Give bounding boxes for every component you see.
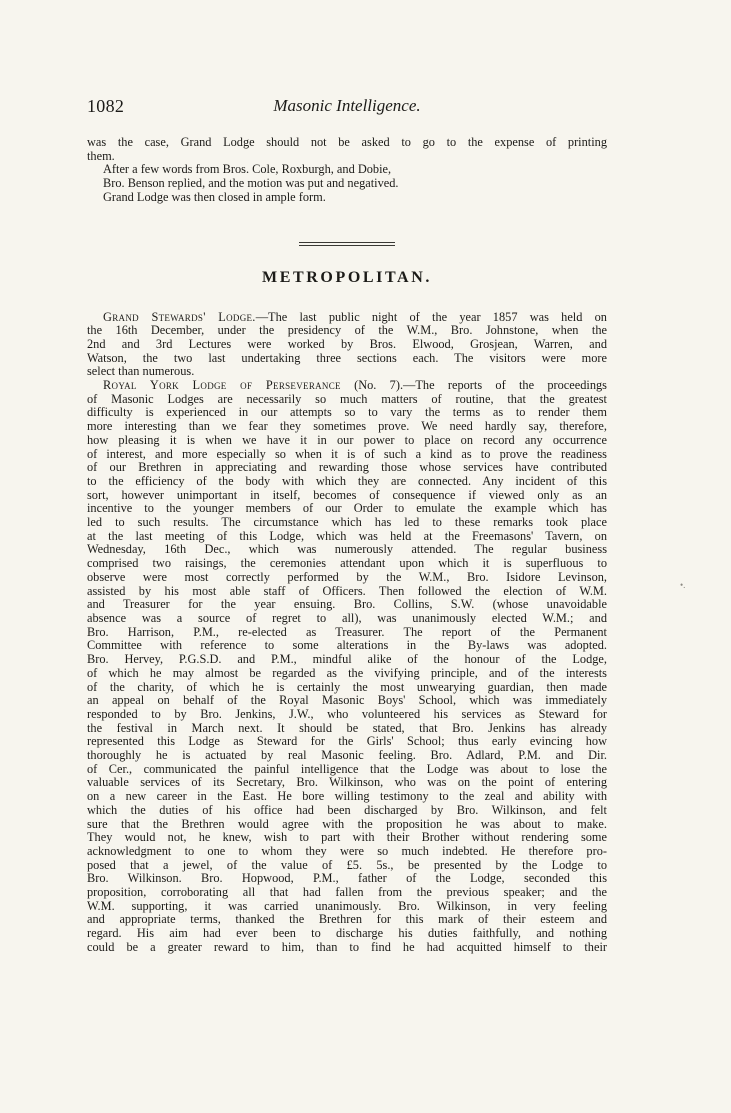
text-line: valuable services of its Secretary, Bro. Wilkinson, who was on the point of entering — [87, 775, 607, 790]
running-head — [87, 96, 607, 122]
text-line: and appropriate terms, thanked the Brethren for this mark of their esteem and — [87, 912, 607, 927]
text-line: represented this Lodge as Steward for the Girls' School; thus early evincing how — [87, 734, 607, 749]
page — [87, 96, 607, 955]
text-line: Bro. Hervey, P.G.S.D. and P.M., mindful alike of the honour of the Lodge, — [87, 652, 607, 667]
text-line: Wednesday, 16th Dec., which was numerously attended. The regular business — [87, 542, 607, 557]
text-line: incentive to the younger members of our Order to emulate the example which has — [87, 501, 607, 516]
text-line: acknowledgment to one to whom they were so much indebted. He therefore pro- — [87, 843, 607, 858]
paragraph-royal-york-lodge — [87, 379, 607, 955]
text-line: more interesting than we fear they sometimes prove. We need hardly say, therefore, — [87, 419, 607, 434]
text-line: of Cer., communicated the painful intelligence that the Lodge was about to lose the — [87, 761, 607, 776]
text-line: them. — [87, 148, 115, 163]
text-line: They would not, he knew, wish to part with their Brother without rendering some — [87, 830, 607, 845]
text-line: Bro. Wilkinson. Bro. Hopwood, P.M., father of the Lodge, seconded this — [87, 871, 607, 886]
lodge-number: (No. 7). — [340, 378, 404, 393]
text-line: Grand Lodge was then closed in ample form. — [103, 189, 326, 204]
text-line: regard. His aim had ever been to discharge his duties faithfully, and nothing — [87, 926, 607, 941]
text-line: could be a greater reward to him, than to find he had acquitted himself to their — [87, 939, 607, 954]
text-line: Committee with reference to some alterations in the By-laws was adopted. — [87, 638, 607, 653]
text-line: comprised two raisings, the ceremonies attendant upon which it is superfluous to — [87, 556, 607, 571]
text-line: 2nd and 3rd Lectures were worked by Bros. Elwood, Grosjean, Warren, and — [87, 336, 607, 351]
text-line: select than numerous. — [87, 364, 195, 379]
text-line: on a new career in the East. He bore willing testimony to the zeal and ability with — [87, 789, 607, 804]
text-line: thoroughly he is actuated by real Masonic feeling. Bro. Adlard, P.M. and Dir. — [87, 748, 607, 763]
text-line: to the efficiency of the body with which they are connected. Any incident of this — [87, 473, 607, 488]
text-line: absence was a source of regret to all), was unanimously elected W.M.; and — [87, 610, 607, 625]
page-number: 1082 — [87, 96, 125, 116]
text-line: Watson, the two last undertaking three sections each. The visitors were more — [87, 350, 607, 365]
paragraph-motion-negatived — [87, 163, 607, 204]
text-line: observe were most correctly performed by the W.M., Bro. Isidore Levinson, — [87, 569, 607, 584]
text-line: of our Brethren in appreciating and rewarding those whose services have contributed — [87, 460, 607, 475]
text-line: sort, however unimportant in itself, becomes of consequence if viewed only as an — [87, 487, 607, 502]
paragraph-grand-stewards-lodge — [87, 311, 607, 380]
text-line: of Masonic Lodges are necessarily so much matters of routine, that the greatest — [87, 391, 607, 406]
text-run: —The last public night of the year 1857 was held on — [255, 309, 607, 324]
lodge-name: Royal York Lodge of Perseverance — [103, 378, 341, 393]
text-line: W.M. supporting, it was carried unanimously. Bro. Wilkinson, in very feeling — [87, 898, 607, 913]
divider-rule — [299, 245, 395, 246]
text-line: of interest, and more especially so when it is of such a kind as to prove the readiness — [87, 446, 607, 461]
text-line: assisted by his most able staff of Officers. Then followed the election of W.M. — [87, 583, 607, 598]
text-line: the festival in March next. It should be stated, that Bro. Jenkins has already — [87, 720, 607, 735]
paragraph-printing-expense — [87, 136, 607, 163]
text-line: Bro. Harrison, P.M., re-elected as Treasurer. The report of the Permanent — [87, 624, 607, 639]
text-line — [87, 311, 607, 325]
text-line: After a few words from Bros. Cole, Roxburgh, and Dobie, — [103, 162, 392, 177]
text-line: which the duties of his office had been discharged by Bro. Wilkinson, and felt — [87, 802, 607, 817]
lodge-name: Grand Stewards' Lodge. — [103, 309, 256, 324]
section-divider — [299, 242, 395, 246]
text-line: difficulty is experienced in our attempts so to vary the terms as to render them — [87, 405, 607, 420]
text-line: how pleasing it is when we have it in our power to place on record any occurrence — [87, 432, 607, 447]
text-run: —The reports of the proceedings — [403, 378, 607, 393]
section-title: METROPOLITAN. — [262, 268, 432, 286]
text-line: posed that a jewel, of the value of £5. 5s., be presented by the Lodge to — [87, 857, 607, 872]
text-line: of which he may almost be regarded as the vivifying principle, and of the interests — [87, 665, 607, 680]
text-line: and Treasurer for the year ensuing. Bro. Collins, S.W. (whose unavoidable — [87, 597, 607, 612]
text-line: an appeal on behalf of the Royal Masonic Boys' School, which was immediately — [87, 693, 607, 708]
text-line: sure that the Brethren would agree with the proposition he was about to make. — [87, 816, 607, 831]
text-line: Bro. Benson replied, and the motion was put and negatived. — [103, 176, 399, 191]
text-line: the 16th December, under the presidency of the W.M., Bro. Johnstone, when the — [87, 323, 607, 338]
text-line: at the last meeting of this Lodge, which was held at the Freemasons' Tavern, on — [87, 528, 607, 543]
text-line: of the charity, of which he is certainly the most unwearying guardian, then made — [87, 679, 607, 694]
running-title: Masonic Intelligence. — [273, 96, 421, 115]
text-line: responded to by Bro. Jenkins, J.W., who volunteered his services as Steward for — [87, 706, 607, 721]
text-line: was the case, Grand Lodge should not be asked to go to the expense of printing — [87, 135, 607, 149]
divider-rule — [299, 242, 395, 243]
text-line — [87, 379, 607, 393]
text-line: led to such results. The circumstance which has led to these remarks took place — [87, 515, 607, 530]
margin-mark: •. — [680, 580, 686, 590]
text-line: proposition, corroborating all that had fallen from the previous speaker; and the — [87, 885, 607, 900]
